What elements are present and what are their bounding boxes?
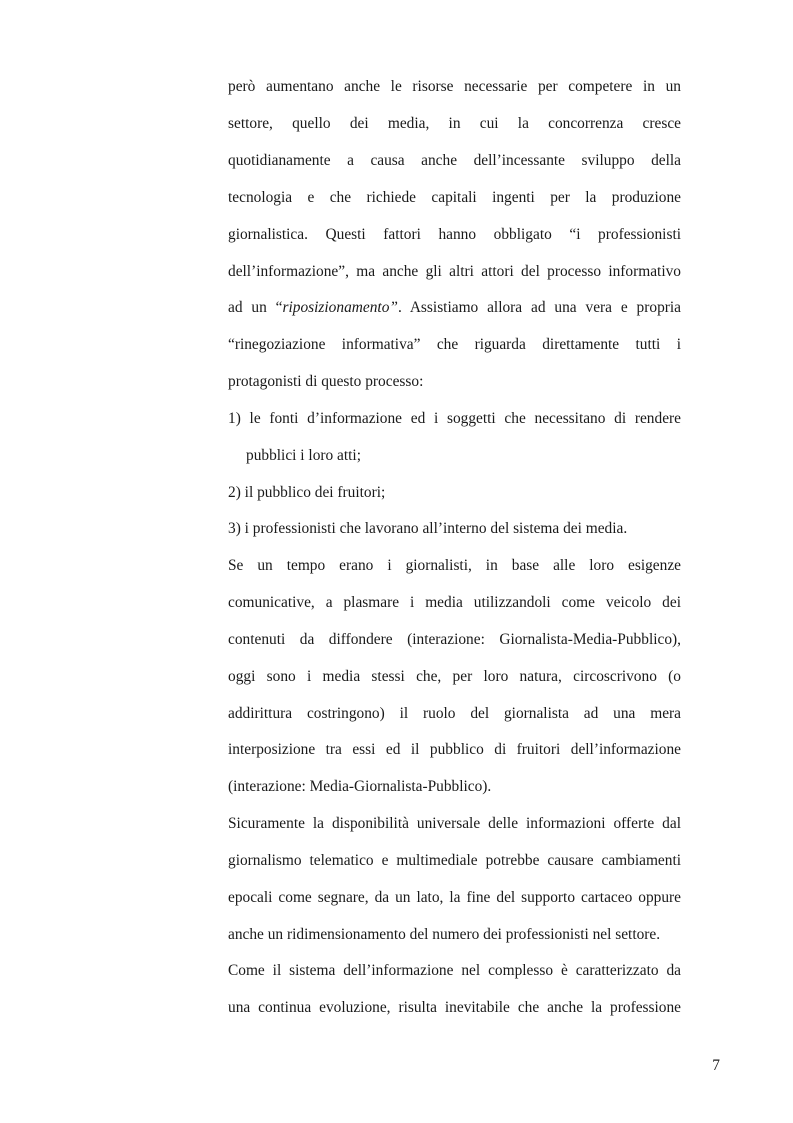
text-line: quotidianamente a causa anche dell’incessante sviluppo della (228, 152, 681, 169)
text-line: protagonisti di questo processo: (228, 373, 424, 390)
text-line: tecnologia e che richiede capitali ingenti per la produzione (228, 189, 681, 206)
text-line: contenuti da diffondere (interazione: Giornalista-Media-Pubblico), (228, 631, 681, 648)
text-line: comunicative, a plasmare i media utilizzandoli come veicolo dei (228, 594, 681, 611)
text-line: epocali come segnare, da un lato, la fine del supporto cartaceo oppure (228, 889, 681, 906)
text-line-with-italic (228, 298, 681, 318)
text-segment: ad un “ (228, 299, 283, 316)
list-item-3: 3) i professionisti che lavorano all’interno del sistema dei media. (228, 520, 628, 537)
text-line: interposizione tra essi ed il pubblico di fruitori dell’informazione (228, 741, 681, 758)
italic-term: riposizionamento” (282, 299, 398, 316)
list-item-2: 2) il pubblico dei fruitori; (228, 484, 386, 501)
text-line: settore, quello dei media, in cui la concorrenza cresce (228, 115, 681, 132)
text-line: anche un ridimensionamento del numero dei professionisti nel settore. (228, 926, 661, 943)
text-line: oggi sono i media stessi che, per loro natura, circoscrivono (o (228, 668, 681, 685)
text-line: Se un tempo erano i giornalisti, in base alle loro esigenze (228, 557, 681, 574)
text-line: però aumentano anche le risorse necessarie per competere in un (228, 78, 681, 95)
text-line: giornalismo telematico e multimediale potrebbe causare cambiamenti (228, 852, 681, 869)
text-line: una continua evoluzione, risulta inevitabile che anche la professione (228, 999, 681, 1016)
list-item-1-continuation: pubblici i loro atti; (246, 447, 361, 464)
text-line: Sicuramente la disponibilità universale delle informazioni offerte dal (228, 815, 681, 832)
text-line: dell’informazione”, ma anche gli altri attori del processo informativo (228, 263, 681, 280)
text-line: “rinegoziazione informativa” che riguarda direttamente tutti i (228, 336, 681, 353)
list-item-1: 1) le fonti d’informazione ed i soggetti che necessitano di rendere (228, 410, 681, 427)
page-number: 7 (712, 1057, 720, 1074)
text-line: addirittura costringono) il ruolo del giornalista ad una mera (228, 705, 681, 722)
text-segment: . Assistiamo allora ad una vera e propria (397, 299, 681, 316)
text-line: giornalistica. Questi fattori hanno obbligato “i professionisti (228, 226, 681, 243)
text-line: Come il sistema dell’informazione nel complesso è caratterizzato da (228, 962, 681, 979)
text-line: (interazione: Media-Giornalista-Pubblico). (228, 778, 492, 795)
